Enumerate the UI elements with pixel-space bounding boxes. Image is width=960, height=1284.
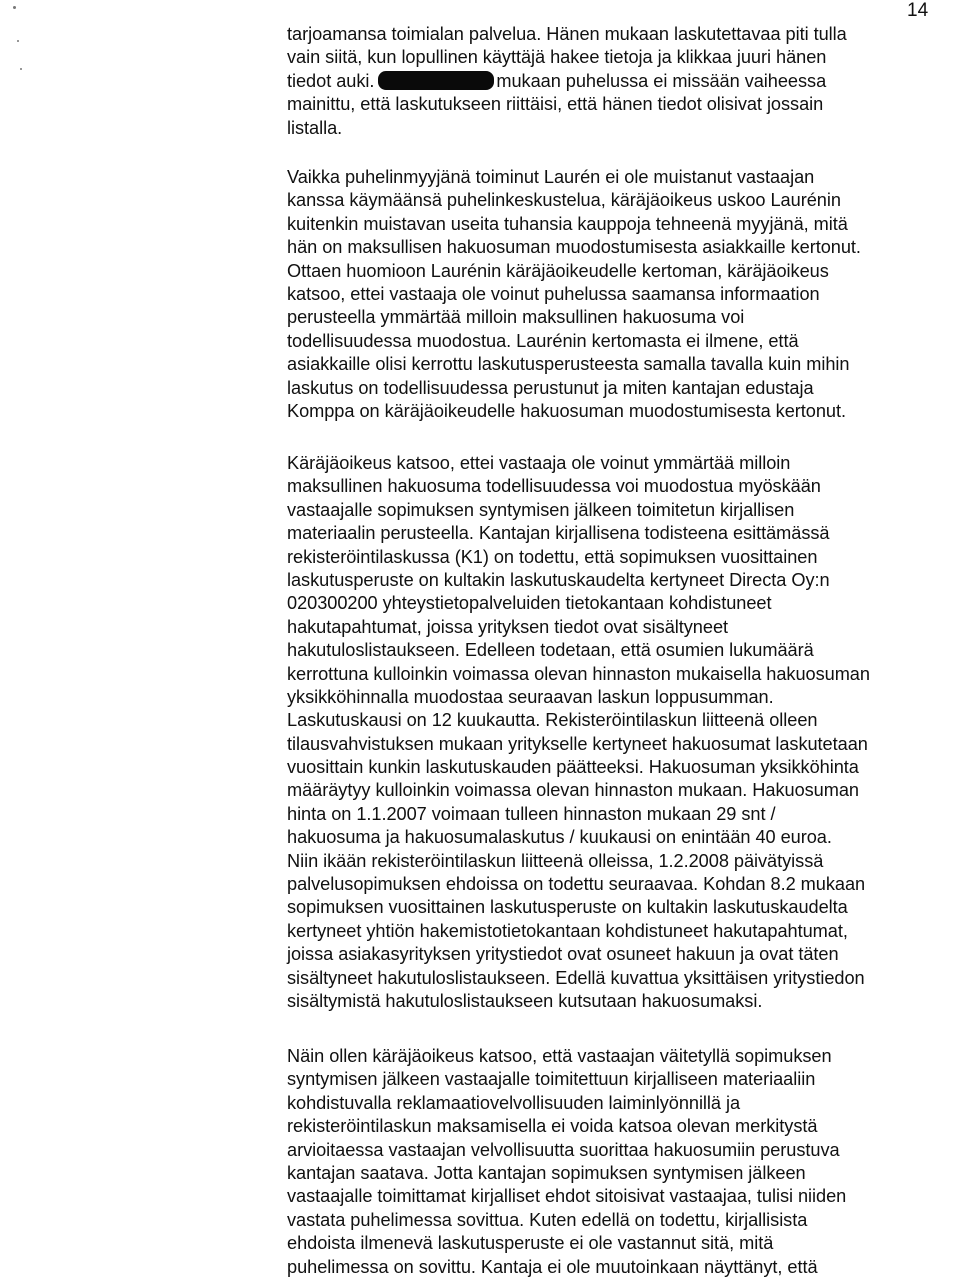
text-line: kanssa käymäänsä puhelinkeskustelua, käräjäoikeus uskoo Laurénin [287, 190, 841, 211]
text-line: Laskutuskausi on 12 kuukautta. Rekisteröintilaskun liitteenä olleen [287, 710, 818, 731]
text-line: maksullinen hakuosuma todellisuudessa voi muodostua myöskään [287, 476, 821, 497]
text-line: vastata puhelimessa sovittua. Kuten edellä on todettu, kirjallisista [287, 1209, 808, 1230]
text-line: hakuosuma ja hakuosumalaskutus / kuukausi on enintään 40 euroa. [287, 827, 832, 848]
text-line: puhelimessa on sovittu. Kantaja ei ole muutoinkaan näyttänyt, että [287, 1256, 818, 1277]
text-line: hän on maksullisen hakuosuman muodostumisesta asiakkaille kertonut. [287, 237, 861, 258]
text-line: tarjoamansa toimialan palvelua. Hänen mukaan laskutettavaa piti tulla [287, 24, 847, 44]
text-line: syntymisen jälkeen vastaajalle toimitettuun kirjalliseen materiaaliin [287, 1069, 816, 1090]
text-line: tilausvahvistuksen mukaan yritykselle kertyneet hakuosumat laskutetaan [287, 733, 868, 754]
text-segment: mukaan puhelussa ei missään vaiheessa [496, 70, 827, 91]
text-line: joissa asiakasyrityksen yritystiedot ovat osuneet hakuun ja ovat täten [287, 944, 839, 965]
text-line: palvelusopimuksen ehdoissa on todettu seuraavaa. Kohdan 8.2 mukaan [287, 874, 866, 895]
text-line: sopimuksen vuosittainen laskutusperuste on kultakin laskutuskaudelta [287, 897, 848, 918]
text-line: asiakkaille olisi kerrottu laskutusperusteesta samalla tavalla kuin mihin [287, 354, 850, 375]
scan-speck [20, 68, 22, 70]
text-line: ehdoista ilmenevä laskutusperuste ei ole vastannut sitä, mitä [287, 1233, 774, 1254]
text-line: katsoo, ettei vastaaja ole voinut puhelussa saamansa informaation [287, 283, 820, 304]
text-line: todellisuudessa muodostua. Laurénin kertomasta ei ilmene, että [287, 330, 799, 351]
text-line: sisältymistä hakutuloslistaukseen kutsutaan hakuosumaksi. [287, 990, 763, 1011]
text-line: perusteella ymmärtää milloin maksullinen hakuosuma voi [287, 307, 745, 328]
text-line: vastaajalle sopimuksen syntymisen jälkeen toimitetun kirjallisen [287, 499, 795, 520]
text-line: hakutuloslistaukseen. Edelleen todetaan, että osumien lukumäärä [287, 640, 814, 661]
text-line: sisältyneet hakutuloslistaukseen. Edellä kuvattua yksittäisen yritystiedon [287, 967, 865, 988]
text-segment: tiedot auki. [287, 70, 375, 91]
text-line: rekisteröintilaskun maksamisella ei voida katsoa olevan merkitystä [287, 1116, 818, 1137]
redaction-block [378, 71, 494, 90]
text-line: Komppa on käräjäoikeudelle hakuosuman muodostumisesta kertonut. [287, 400, 846, 421]
paragraph-3 [287, 452, 959, 1013]
text-line: hinta on 1.1.2007 voimaan tulleen hinnaston mukaan 29 snt / [287, 803, 776, 824]
text-line: Näin ollen käräjäoikeus katsoo, että vastaajan väitetyllä sopimuksen [287, 1046, 832, 1066]
text-line: Ottaen huomioon Laurénin käräjäoikeudelle kertoman, käräjäoikeus [287, 260, 829, 281]
text-line: kohdistuvalla reklamaatiovelvollisuuden laiminlyönnillä ja [287, 1092, 741, 1113]
text-line: Vaikka puhelinmyyjänä toiminut Laurén ei ole muistanut vastaajan [287, 167, 815, 187]
paragraph-4 [287, 1045, 959, 1279]
text-line-with-redaction [287, 70, 959, 93]
paragraph-2 [287, 166, 959, 423]
text-line: hakutapahtumat, joissa yrityksen tiedot ovat sisältyneet [287, 616, 729, 637]
text-line: kuitenkin muistavan useita tuhansia kauppoja tehneenä myyjänä, mitä [287, 213, 848, 234]
text-line: listalla. [287, 117, 343, 138]
text-line: laskutusperuste on kultakin laskutuskaudelta kertyneet Directa Oy:n [287, 569, 830, 590]
text-line: arvioitaessa vastaajan velvollisuutta suorittaa hakuosumiin perustuva [287, 1139, 840, 1160]
text-line: materiaalin perusteella. Kantajan kirjallisena todisteena esittämässä [287, 523, 830, 544]
text-line: kerrottuna kulloinkin voimassa olevan hinnaston mukaisella hakuosuman [287, 663, 870, 684]
text-line: Niin ikään rekisteröintilaskun liitteenä olleissa, 1.2.2008 päivätyissä [287, 850, 824, 871]
text-line: yksikköhinnalla muodostaa seuraavan laskun loppusumman. [287, 686, 774, 707]
text-line: kantajan saatava. Jotta kantajan sopimuksen syntymisen jälkeen [287, 1162, 806, 1183]
text-line: vuosittain kunkin laskutuskauden päätteeksi. Hakuosuman yksikköhinta [287, 757, 859, 778]
text-line: 020300200 yhteystietopalveluiden tietokantaan kohdistuneet [287, 593, 772, 614]
text-line: rekisteröintilaskussa (K1) on todettu, että sopimuksen vuosittainen [287, 546, 818, 567]
text-line: kertyneet yhtiön hakemistotietokantaan kohdistuneet hakutapahtumat, [287, 920, 848, 941]
text-line: laskutus on todellisuudessa perustunut ja miten kantajan edustaja [287, 377, 814, 398]
page-number: 14 [907, 0, 929, 21]
scan-speck [17, 40, 19, 42]
paragraph-1 [287, 23, 959, 140]
text-line: Käräjäoikeus katsoo, ettei vastaaja ole voinut ymmärtää milloin [287, 453, 791, 473]
scan-speck [13, 6, 16, 9]
text-line: vain siitä, kun lopullinen käyttäjä hakee tietoja ja klikkaa juuri hänen [287, 47, 827, 68]
text-line: mainittu, että laskutukseen riittäisi, että hänen tiedot olisivat jossain [287, 94, 824, 115]
text-line: vastaajalle toimittamat kirjalliset ehdot sitoisivat vastaajaa, tulisi niiden [287, 1186, 847, 1207]
text-line: määräytyy kulloinkin voimassa olevan hinnaston mukaan. Hakuosuman [287, 780, 859, 801]
